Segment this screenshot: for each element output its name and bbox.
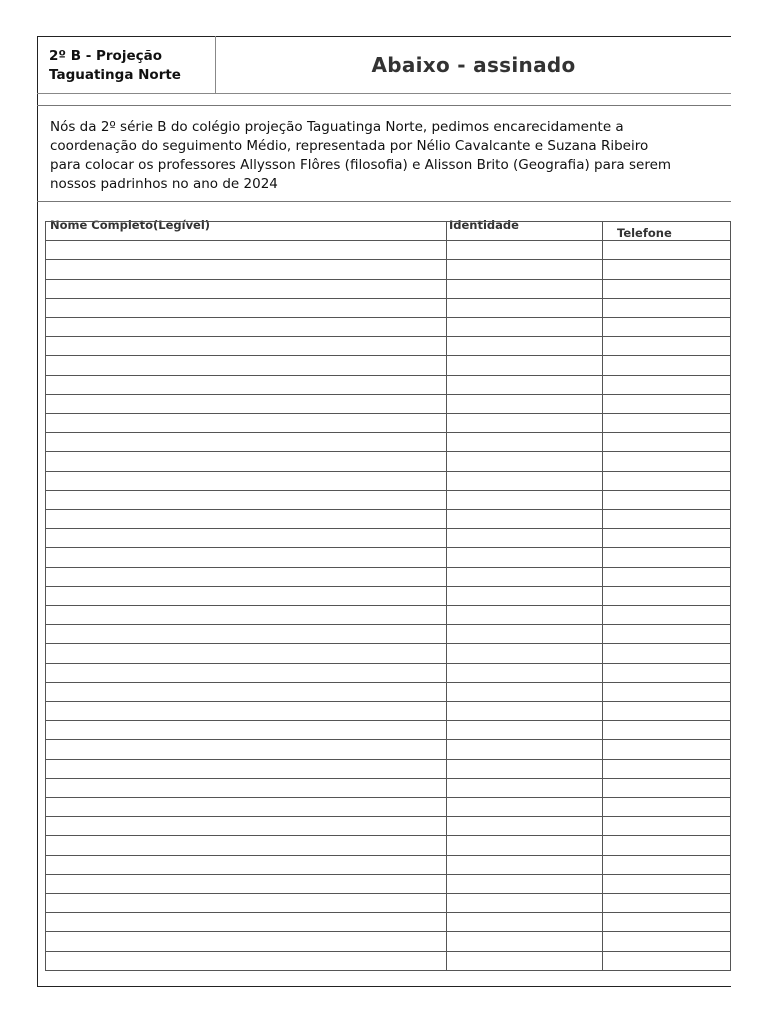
- class-name-line-1: 2º B - Projeção: [49, 48, 162, 64]
- signature-table: [45, 218, 731, 970]
- table-row: [45, 701, 731, 702]
- table-row: [45, 663, 731, 664]
- column-separator: [45, 221, 46, 970]
- document-title: Abaixo - assinado: [371, 53, 576, 77]
- table-row: [45, 279, 731, 280]
- table-row: [45, 931, 731, 932]
- table-row: [45, 835, 731, 836]
- table-row: [45, 643, 731, 644]
- table-row: [45, 471, 731, 472]
- table-row: [45, 567, 731, 568]
- table-row: [45, 893, 731, 894]
- table-row: [45, 874, 731, 875]
- table-row: [45, 778, 731, 779]
- table-row: [45, 586, 731, 587]
- petition-text: [50, 118, 720, 194]
- table-row: [45, 336, 731, 337]
- table-row: [45, 797, 731, 798]
- table-row: [45, 317, 731, 318]
- column-header-name: Nome Completo(Legível): [50, 218, 211, 232]
- table-row: [45, 355, 731, 356]
- class-name-line-2: Taguatinga Norte: [49, 67, 181, 83]
- table-row: [45, 855, 731, 856]
- table-row: [45, 912, 731, 913]
- table-row: [45, 682, 731, 683]
- column-separator: [446, 221, 447, 970]
- table-row: [45, 720, 731, 721]
- table-row: [45, 547, 731, 548]
- table-row: [45, 816, 731, 817]
- table-row: [45, 259, 731, 260]
- column-separator: [602, 221, 603, 970]
- table-row: [45, 490, 731, 491]
- table-row: [45, 605, 731, 606]
- table-row: [45, 451, 731, 452]
- divider: [37, 105, 731, 106]
- column-separator: [730, 221, 731, 970]
- divider: [37, 201, 731, 202]
- table-row: [45, 951, 731, 952]
- petition-line: para colocar os professores Allysson Flôres (filosofia) e Alisson Brito (Geografia) para serem: [50, 157, 672, 173]
- petition-line: Nós da 2º série B do colégio projeção Taguatinga Norte, pedimos encarecidamente a: [50, 119, 624, 135]
- table-row: [45, 624, 731, 625]
- table-row: [45, 298, 731, 299]
- table-border: [45, 221, 731, 222]
- table-row: [45, 970, 731, 971]
- table-row: [45, 509, 731, 510]
- column-header-identity: Identidade: [449, 218, 519, 232]
- table-row: [45, 759, 731, 760]
- table-row: [45, 413, 731, 414]
- table-row: [45, 394, 731, 395]
- table-row: [45, 528, 731, 529]
- table-row: [45, 739, 731, 740]
- table-row: [45, 375, 731, 376]
- petition-line: coordenação do seguimento Médio, representada por Nélio Cavalcante e Suzana Ribeiro: [50, 138, 649, 154]
- class-name: [37, 36, 216, 94]
- table-row: [45, 432, 731, 433]
- column-header-phone: Telefone: [617, 226, 672, 240]
- table-border: [45, 240, 731, 241]
- document-header: [37, 36, 731, 94]
- petition-line: nossos padrinhos no ano de 2024: [50, 176, 278, 192]
